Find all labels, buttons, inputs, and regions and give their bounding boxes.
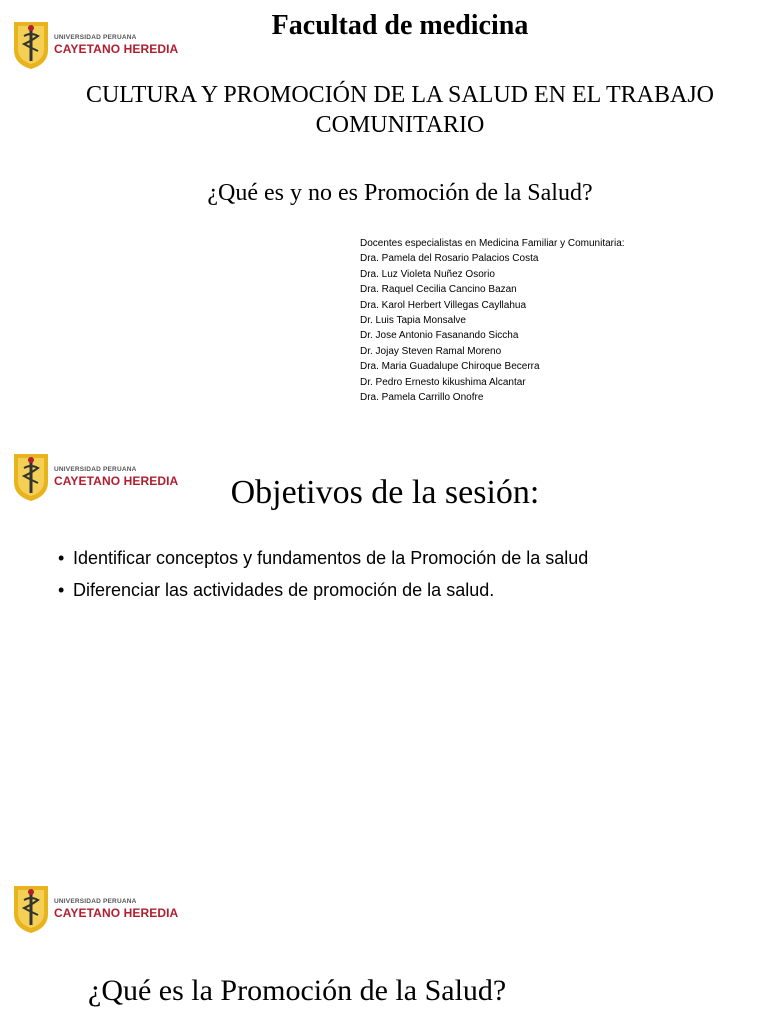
university-crest-icon bbox=[12, 884, 50, 934]
teacher-name: Dra. Raquel Cecilia Cancino Bazan bbox=[360, 284, 517, 296]
teacher-name: Dra. Luz Violeta Nuñez Osorio bbox=[360, 268, 495, 280]
faculty-title: Facultad de medicina bbox=[271, 10, 529, 41]
teacher-name: Dr. Jose Antonio Fasanando Siccha bbox=[360, 330, 519, 342]
teacher-name: Dr. Luis Tapia Monsalve bbox=[360, 315, 466, 327]
logo-university-line1: UNIVERSIDAD PERUANA bbox=[54, 897, 137, 905]
promotion-question-title: ¿Qué es la Promoción de la Salud? bbox=[88, 974, 507, 1007]
teacher-name: Dr. Jojay Steven Ramal Moreno bbox=[360, 345, 502, 357]
course-title: CULTURA Y PROMOCIÓN DE LA SALUD EN EL TRABAJO COMUNITARIO bbox=[85, 82, 715, 138]
slide-1 bbox=[0, 0, 768, 420]
teacher-name: Dra. Maria Guadalupe Chiroque Becerra bbox=[360, 361, 540, 373]
objective-item: • Identificar conceptos y fundamentos de la Promoción de la salud bbox=[58, 548, 588, 569]
teacher-name: Dra. Pamela Carrillo Onofre bbox=[360, 392, 484, 404]
objective-item: • Diferenciar las actividades de promoción de la salud. bbox=[58, 580, 588, 601]
teacher-name: Dr. Pedro Ernesto kikushima Alcantar bbox=[360, 376, 526, 388]
slide-3 bbox=[0, 864, 768, 1024]
logo-university-line2: CAYETANO HEREDIA bbox=[54, 906, 179, 921]
university-logo bbox=[12, 884, 178, 934]
logo-university-line2: CAYETANO HEREDIA bbox=[54, 42, 179, 57]
teachers-list bbox=[360, 236, 625, 405]
objectives-list bbox=[58, 548, 588, 612]
logo-university-line2: CAYETANO HEREDIA bbox=[54, 474, 179, 489]
lecture-question: ¿Qué es y no es Promoción de la Salud? bbox=[207, 180, 593, 206]
slide-2 bbox=[0, 432, 768, 852]
teacher-name: Dra. Pamela del Rosario Palacios Costa bbox=[360, 253, 539, 265]
objectives-title: Objetivos de la sesión: bbox=[230, 474, 540, 511]
logo-university-line1: UNIVERSIDAD PERUANA bbox=[54, 33, 137, 41]
logo-university-line1: UNIVERSIDAD PERUANA bbox=[54, 465, 137, 473]
teacher-name: Dra. Karol Herbert Villegas Cayllahua bbox=[360, 299, 527, 311]
teachers-heading: Docentes especialistas en Medicina Familiar y Comunitaria: bbox=[360, 238, 625, 249]
